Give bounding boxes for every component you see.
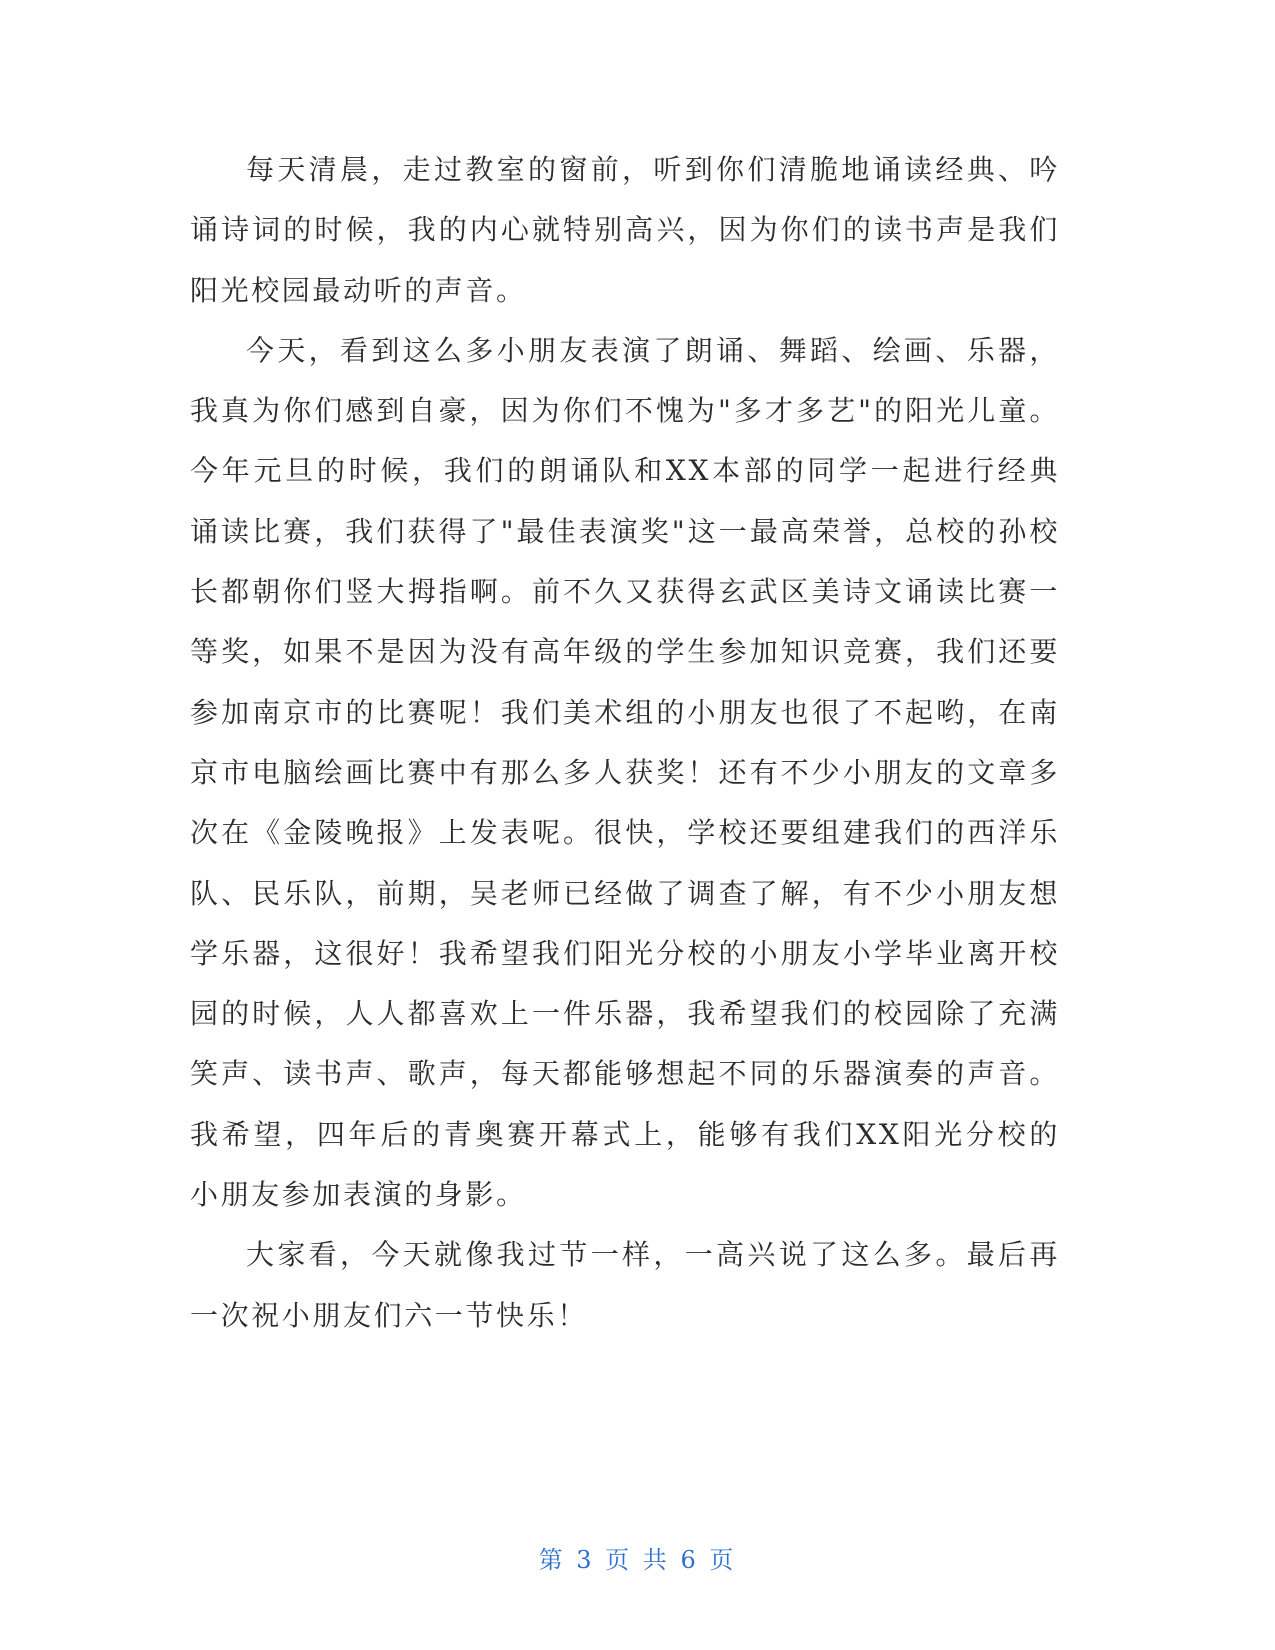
paragraph-1: 每天清晨，走过教室的窗前，听到你们清脆地诵读经典、吟诵诗词的时候，我的内心就特别高兴，因为你们的读书声是我们阳光校园最动听的声音。 xyxy=(190,153,1060,307)
paragraph-3: 大家看，今天就像我过节一样，一高兴说了这么多。最后再一次祝小朋友们六一节快乐！ xyxy=(190,1238,1060,1332)
paragraph-2: 今天，看到这么多小朋友表演了朗诵、舞蹈、绘画、乐器，我真为你们感到自豪，因为你们不愧为"多才多艺"的阳光儿童。今年元旦的时候，我们的朗诵队和XX本部的同学一起进行经典诵读比赛，我们获得了"最佳表演奖"这一最高荣誉，总校的孙校长都朝你们竖大拇指啊。前不久又获得玄武区美诗文诵读比赛一等奖，如果不是因为没有高年级的学生参加知识竞赛，我们还要参加南京市的比赛呢！我们美术组的小朋友也很了不起哟，在南京市电脑绘画比赛中有那么多人获奖！还有不少小朋友的文章多次在《金陵晚报》上发表呢。很快，学校还要组建我们的西洋乐队、民乐队，前期，吴老师已经做了调查了解，有不少小朋友想学乐器，这很好！我希望我们阳光分校的小朋友小学毕业离开校园的时候，人人都喜欢上一件乐器，我希望我们的校园除了充满笑声、读书声、歌声，每天都能够想起不同的乐器演奏的声音。我希望，四年后的青奥赛开幕式上，能够有我们XX阳光分校的小朋友参加表演的身影。 xyxy=(190,333,1060,1212)
document-body xyxy=(190,140,1060,1346)
page-number-footer: 第 3 页 共 6 页 xyxy=(538,1546,737,1574)
